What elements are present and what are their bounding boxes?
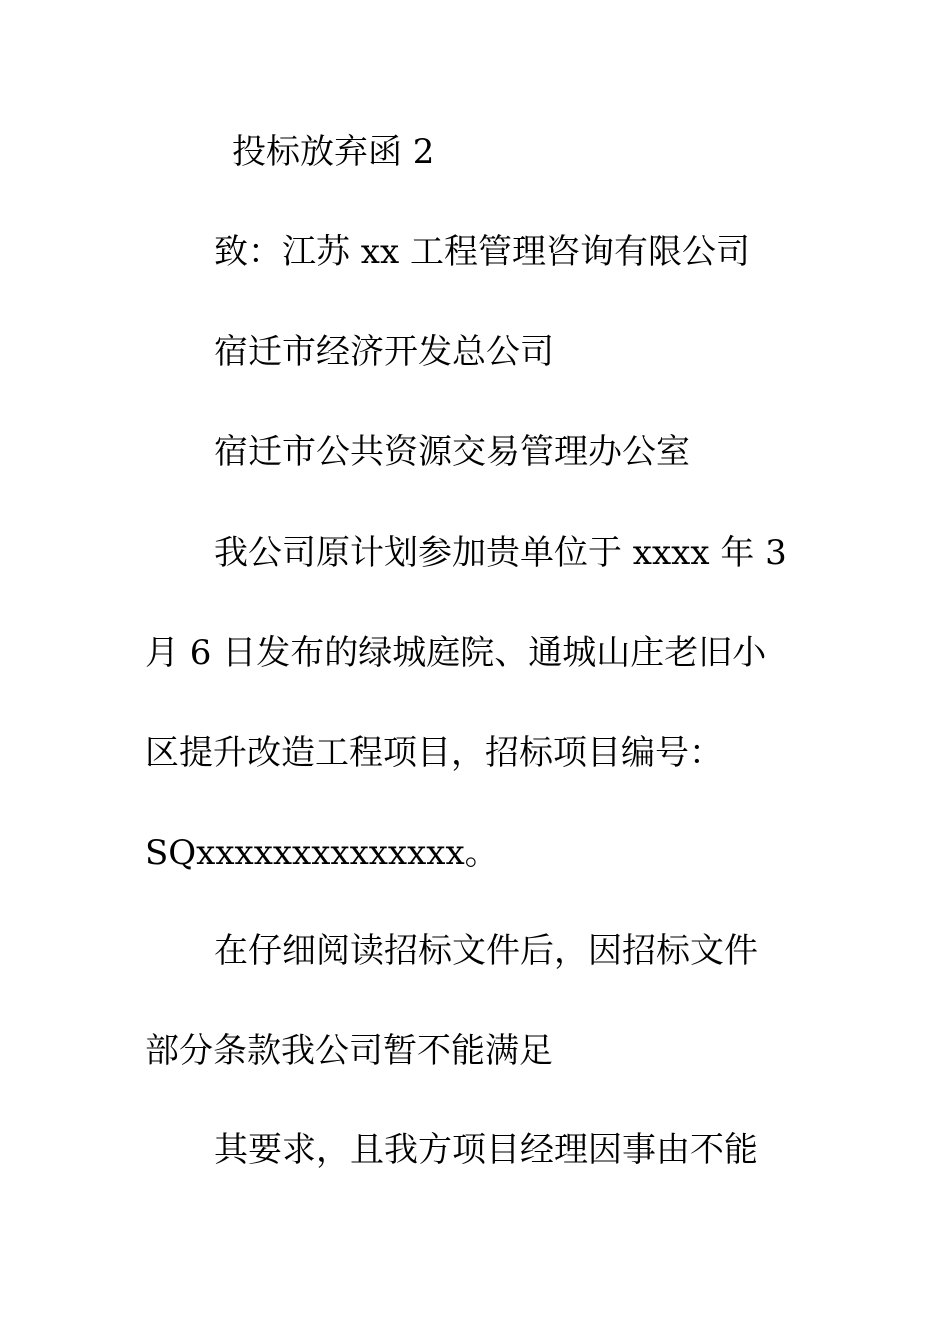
paragraph-line: 在仔细阅读招标文件后，因招标文件: [214, 931, 758, 971]
paragraph-line: 其要求，且我方项目经理因事由不能: [214, 1130, 758, 1170]
paragraph-line: 部分条款我公司暂不能满足: [145, 1031, 553, 1071]
paragraph-line: 月 6 日发布的绿城庭院、通城山庄老旧小: [145, 633, 767, 673]
document-title: 投标放弃函 2: [232, 132, 435, 172]
paragraph-line: 区提升改造工程项目，招标项目编号：: [145, 733, 723, 773]
addressee-line: 致：江苏 xx 工程管理咨询有限公司: [214, 232, 750, 272]
addressee-line: 宿迁市经济开发总公司: [214, 332, 554, 372]
addressee-line: 宿迁市公共资源交易管理办公室: [214, 432, 690, 472]
paragraph-line: SQxxxxxxxxxxxxxx。: [145, 833, 499, 873]
paragraph-line: 我公司原计划参加贵单位于 xxxx 年 3: [214, 533, 787, 573]
